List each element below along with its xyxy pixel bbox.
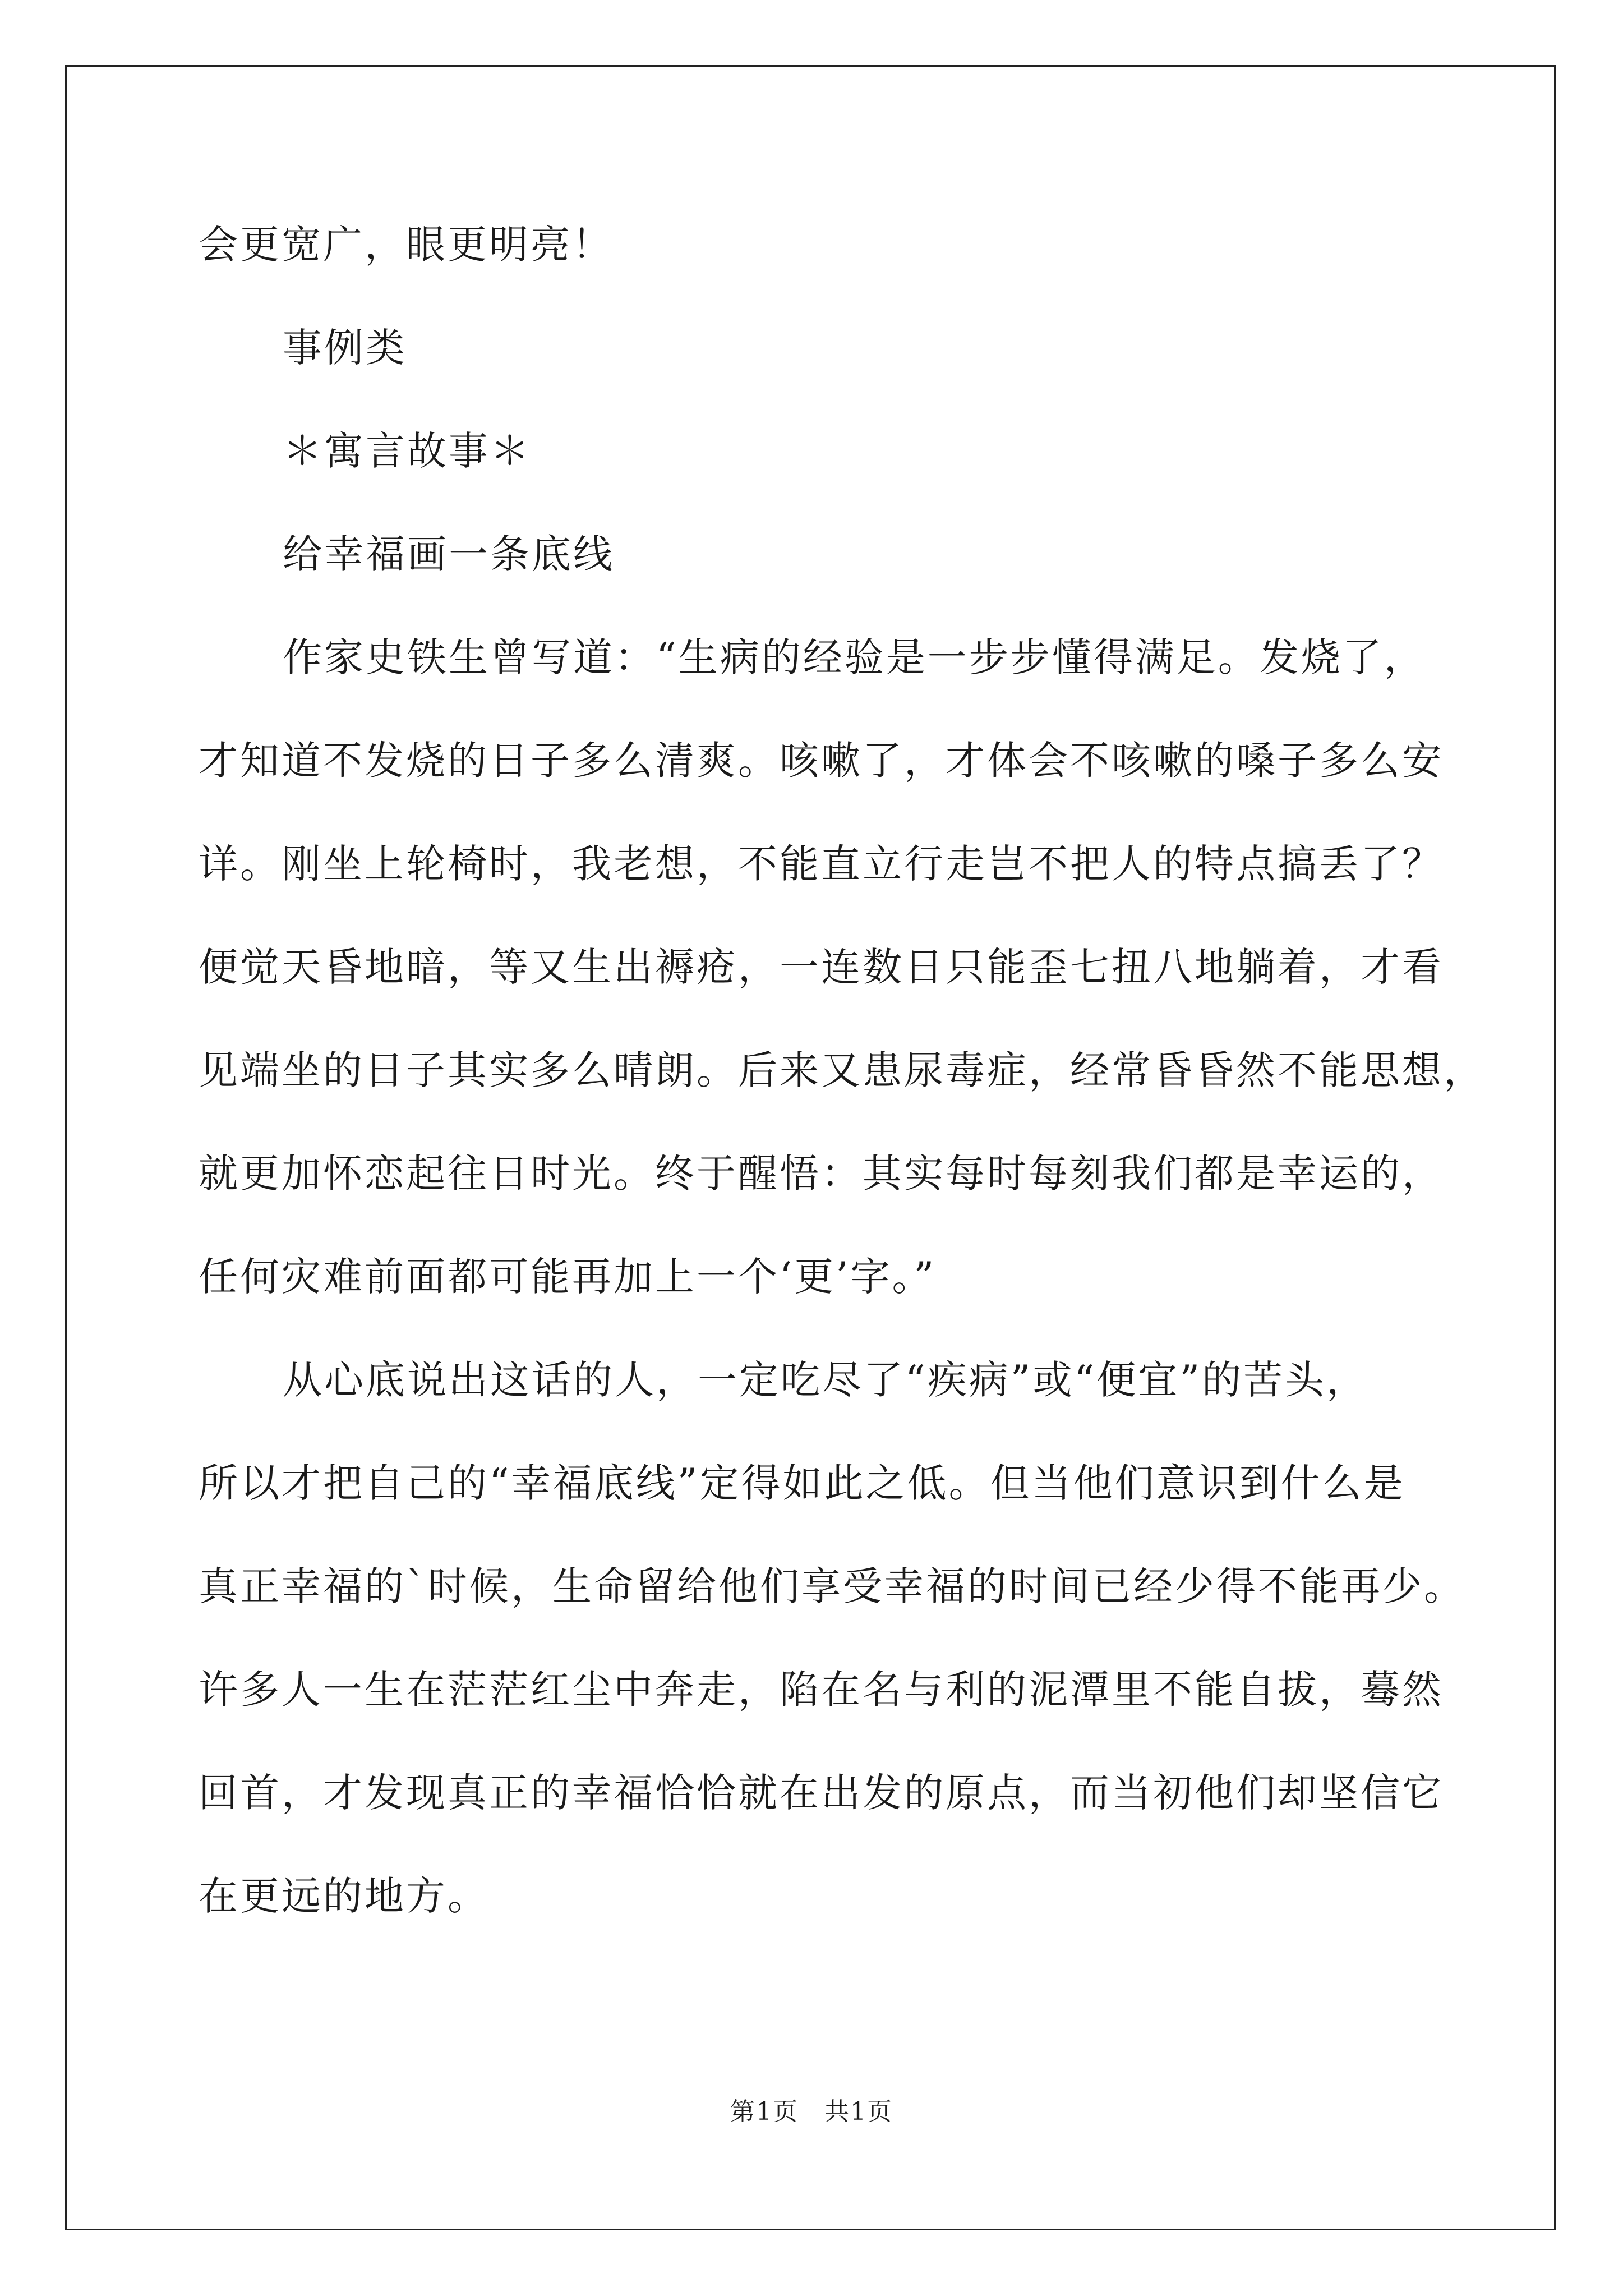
article-title: 给幸福画一条底线: [283, 531, 615, 577]
page-number-footer: 第1页 共1页: [730, 2097, 893, 2126]
document-body: [199, 219, 1485, 1973]
text-line: 作家史铁生曾写道：“生病的经验是一步步懂得满足。发烧了，: [283, 634, 1426, 680]
text-line: 见端坐的日子其实多么晴朗。后来又患尿毒症，经常昏昏然不能思想，: [199, 1047, 1485, 1093]
text-line: 回首，才发现真正的幸福恰恰就在出发的原点，而当初他们却坚信它: [199, 1770, 1444, 1816]
text-line: 任何灾难前面都可能再加上一个‘更’字。”: [199, 1254, 937, 1300]
text-line: 许多人一生在茫茫红尘中奔走，陷在名与利的泥潭里不能自拔，蓦然: [199, 1667, 1444, 1713]
text-line: 详。刚坐上轮椅时，我老想，不能直立行走岂不把人的特点搞丢了？: [199, 841, 1444, 887]
text-line: 才知道不发烧的日子多么清爽。咳嗽了，才体会不咳嗽的嗓子多么安: [199, 738, 1444, 784]
text-line: 从心底说出这话的人，一定吃尽了“疾病”或“便宜”的苦头，: [283, 1357, 1368, 1403]
text-line: 会更宽广，眼更明亮！: [199, 222, 614, 268]
text-line: 便觉天昏地暗，等又生出褥疮，一连数日只能歪七扭八地躺着，才看: [199, 944, 1444, 990]
text-line: 在更远的地方。: [199, 1873, 489, 1919]
subsection-heading: ＊寓言故事＊: [283, 428, 532, 474]
text-line: 所以才把自己的“幸福底线”定得如此之低。但当他们意识到什么是: [199, 1460, 1405, 1506]
text-line: 真正幸福的`时候，生命留给他们享受幸福的时间已经少得不能再少。: [199, 1563, 1465, 1609]
text-line: 就更加怀恋起往日时光。终于醒悟：其实每时每刻我们都是幸运的，: [199, 1151, 1444, 1197]
section-heading: 事例类: [283, 325, 407, 371]
